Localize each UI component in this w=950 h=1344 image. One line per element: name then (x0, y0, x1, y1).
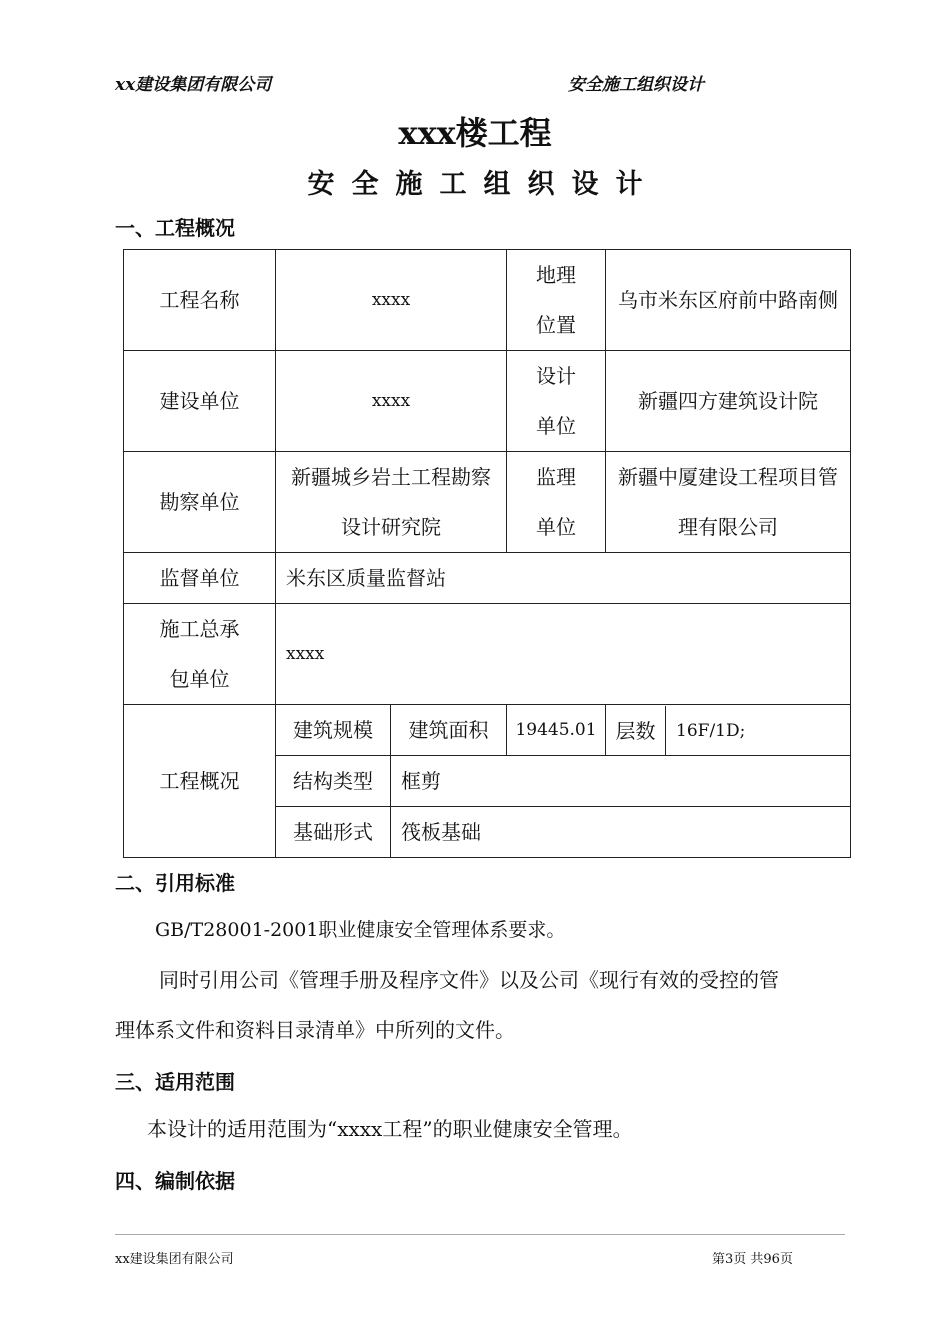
table-label: 监理单位 (507, 452, 606, 553)
table-label: 工程名称 (124, 250, 276, 351)
table-label: 建设单位 (124, 351, 276, 452)
table-value: 新疆中厦建设工程项目管理有限公司 (606, 452, 851, 553)
paragraph: 理体系文件和资料目录清单》中所列的文件。 (115, 1018, 515, 1042)
table-row (124, 351, 851, 452)
header-company: xx建设集团有限公司 (115, 75, 272, 95)
table-label: 监督单位 (124, 553, 276, 604)
table-label: 设计单位 (507, 351, 606, 452)
table-row (124, 604, 851, 705)
table-value: xxxx (276, 604, 851, 705)
paragraph: GB/T28001-2001职业健康安全管理体系要求。 (155, 919, 566, 941)
table-value: 米东区质量监督站 (276, 553, 851, 604)
table-row (124, 250, 851, 351)
table-label: 建筑面积 (391, 705, 507, 756)
footer-page-number: 第3页 共96页 (712, 1252, 793, 1267)
section-heading-standards: 二、引用标准 (115, 871, 235, 895)
table-label: 勘察单位 (124, 452, 276, 553)
floors-label: 层数 (606, 706, 666, 755)
floors-value: 16F/1D; (676, 720, 746, 741)
table-row (124, 705, 851, 756)
table-label: 建筑规模 (276, 705, 391, 756)
table-value: 新疆四方建筑设计院 (606, 351, 851, 452)
table-value: 框剪 (391, 756, 851, 807)
table-label: 地理位置 (507, 250, 606, 351)
paragraph: 同时引用公司《管理手册及程序文件》以及公司《现行有效的受控的管 (159, 968, 779, 992)
footer-company: xx建设集团有限公司 (115, 1252, 234, 1267)
project-info-table (123, 249, 851, 858)
paragraph: 本设计的适用范围为“xxxx工程”的职业健康安全管理。 (147, 1117, 633, 1141)
table-row (124, 452, 851, 553)
footer-divider (115, 1234, 845, 1235)
table-label: 结构类型 (276, 756, 391, 807)
section-heading-scope: 三、适用范围 (115, 1070, 235, 1094)
table-label: 施工总承包单位 (124, 604, 276, 705)
table-label: 基础形式 (276, 807, 391, 858)
table-value: 筏板基础 (391, 807, 851, 858)
table-value: 乌市米东区府前中路南侧 (606, 250, 851, 351)
header-doc-title: 安全施工组织设计 (568, 75, 704, 95)
table-value: 19445.01 (507, 705, 606, 756)
section-heading-overview: 一、工程概况 (115, 216, 235, 240)
section-heading-basis: 四、编制依据 (115, 1169, 235, 1193)
table-value: xxxx (276, 250, 507, 351)
table-row (124, 553, 851, 604)
document-subtitle: 安全施工组织设计 (307, 169, 660, 200)
table-value (606, 705, 851, 756)
table-value: xxxx (276, 351, 507, 452)
table-label: 工程概况 (124, 705, 276, 858)
document-title: xxx楼工程 (398, 114, 552, 152)
table-value: 新疆城乡岩土工程勘察设计研究院 (276, 452, 507, 553)
